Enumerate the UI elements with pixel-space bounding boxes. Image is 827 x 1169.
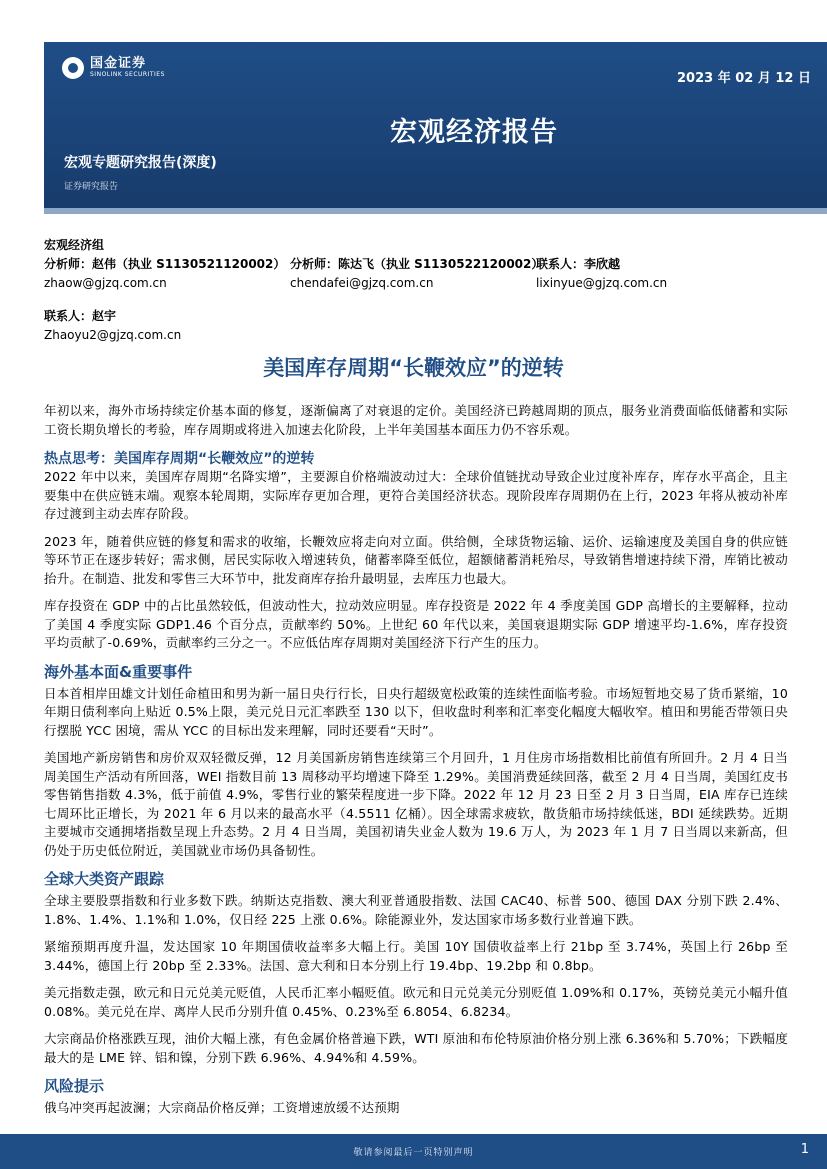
logo-name-cn: 国金证券 xyxy=(90,56,147,71)
analyst-2-email[interactable]: chendafei@gjzq.com.cn xyxy=(290,276,434,290)
hot-paragraph-3: 库存投资在 GDP 中的占比虽然较低，但波动性大，拉动效应明显。库存投资是 2022 年 4 季度美国 GDP 高增长的主要解释，拉动了美国 4 季度实际 GDP1.46 个百分点，贡献率约 50%。上世纪 60 年代以来，美国衰退期实际 GDP 增速平均-1.6%，库存投资平均贡献了-0.69%，贡献率约三分之一。不应低估库存周期对美国经济下行产生的压力。 xyxy=(44,598,788,650)
analyst-group: 宏观经济组 xyxy=(44,238,105,252)
hot-paragraph-1: 2022 年中以来，美国库存周期“名降实增”，主要源自价格端波动过大：全球价值链扰动导致企业过度补库存，库存水平高企，且主要集中在供应链末端。观察本轮周期，实际库存更加合理，更符合美国经济状态。现阶段库存周期仍在上行，2023 年将从被动补库存过渡到主动去库存阶段。 xyxy=(44,469,788,521)
overseas-paragraph-1: 日本首相岸田雄文计划任命植田和男为新一届日央行行长，日央行超级宽松政策的连续性面临考验。市场短暂地交易了货币紧缩，10 年期日债利率向上贴近 0.5%上限，美元兑日元汇率跌至 130 以下，但收盘时利率和汇率变化幅度大幅收窄。植田和男能否带领日央行摆脱 YCC 困境，需从 YCC 的目标出发来理解，同时还要看“天时”。 xyxy=(44,685,788,738)
page-number: 1 xyxy=(800,1142,809,1157)
analyst-2-name: 分析师：陈达飞（执业 S1130522120002） xyxy=(290,257,544,271)
section-heading-overseas: 海外基本面&重要事件 xyxy=(44,662,193,681)
section-heading-assets: 全球大类资产跟踪 xyxy=(44,870,165,888)
section-heading-hot: 热点思考：美国库存周期“长鞭效应”的逆转 xyxy=(44,451,315,467)
header-divider xyxy=(44,208,827,214)
contact-1-name: 联系人：李欣越 xyxy=(536,257,621,271)
report-header-banner xyxy=(44,42,827,208)
report-date: 2023 年 02 月 12 日 xyxy=(677,71,811,86)
contact-1-email[interactable]: lixinyue@gjzq.com.cn xyxy=(536,276,668,290)
intro-paragraph: 年初以来，海外市场持续定价基本面的修复，逐渐偏离了对衰退的定价。美国经济已跨越周期的顶点，服务业消费面临低储蓄和实际工资长期负增长的考验，库存周期或将进入加速去化阶段，上半年美国基本面压力仍不容乐观。 xyxy=(44,403,788,437)
article-title: 美国库存周期“长鞭效应”的逆转 xyxy=(263,356,564,380)
company-logo xyxy=(62,56,165,79)
report-type-title: 宏观经济报告 xyxy=(390,117,558,148)
contact-2-name: 联系人：赵宇 xyxy=(44,309,117,323)
contact-2-email[interactable]: Zhaoyu2@gjzq.com.cn xyxy=(44,328,182,342)
assets-paragraph-2: 紧缩预期再度升温，发达国家 10 年期国债收益率多大幅上行。美国 10Y 国债收益率上行 21bp 至 3.74%，英国上行 26bp 至 3.44%，德国上行 20bp 至 2.33%。法国、意大利和日本分别上行 19.4bp、19.2bp 和 0.8bp。 xyxy=(44,939,788,973)
risk-paragraph: 俄乌冲突再起波澜；大宗商品价格反弹；工资增速放缓不达预期 xyxy=(44,1100,400,1115)
overseas-paragraph-2: 美国地产新房销售和房价双双轻微反弹，12 月美国新房销售连续第三个月回升，1 月住房市场指数相比前值有所回升。2 月 4 日当周美国生产活动有所回落，WEI 指数目前 13 周移动平均增速下降至 1.29%。美国消费延续回落，截至 2 月 4 日当周，美国红皮书零售销售指数 4.3%，低于前值 4.9%，零售行业的繁荣程度进一步下降。2022 年 12 月 23 日至 2 月 3 日当周，EIA 库存已连续七周环比正增长，为 2021 年 6 月以来的最高水平（4.5511 亿桶）。因全球需求疲软，散货船市场持续低迷，BDI 延续跌势。近期主要城市交通拥堵指数呈现上升态势。2 月 4 日当周，美国初请失业金人数为 19.6 万人，为 2023 年 1 月 7 日当周以来新高，但仍处于历史低位附近，美国就业市场仍具备韧性。 xyxy=(44,750,788,858)
hot-paragraph-2: 2023 年，随着供应链的修复和需求的收缩，长鞭效应将走向对立面。供给侧，全球货物运输、运价、运输速度及美国自身的供应链等环节正在逐步转好；需求侧，居民实际收入增速转负，储蓄率降至低位，超额储蓄消耗殆尽，导致销售增速持续下滑，库销比被动抬升。在制造、批发和零售三大环节中，批发商库存抬升最明显，去库压力也最大。 xyxy=(44,533,788,586)
page-footer xyxy=(0,1134,827,1169)
section-heading-risk: 风险提示 xyxy=(44,1077,105,1095)
report-subtitle: 宏观专题研究报告(深度) xyxy=(64,155,217,171)
assets-paragraph-1: 全球主要股票指数和行业多数下跌。纳斯达克指数、澳大利亚普通股指数、法国 CAC40、标普 500、德国 DAX 分别下跌 2.4%、1.8%、1.4%、1.1%和 1.0%，仅日经 225 上涨 0.6%。除能源业外，发达国家市场多数行业普遍下跌。 xyxy=(44,893,788,927)
assets-paragraph-4: 大宗商品价格涨跌互现，油价大幅上涨，有色金属价格普遍下跌，WTI 原油和布伦特原油价格分别上涨 6.36%和 5.70%；下跌幅度最大的是 LME 锌、铝和镍，分别下跌 6.96%、4.94%和 4.59%。 xyxy=(44,1031,788,1065)
logo-icon xyxy=(62,57,84,79)
assets-paragraph-3: 美元指数走强，欧元和日元兑美元贬值，人民币汇率小幅贬值。欧元和日元兑美元分别贬值 1.09%和 0.17%，英镑兑美元小幅升值 0.08%。美元兑在岸、离岸人民币分别升值 0.45%、0.23%至 6.8054、6.8234。 xyxy=(44,985,788,1019)
analyst-info xyxy=(44,236,784,345)
footer-disclaimer: 敬请参阅最后一页特别声明 xyxy=(353,1148,474,1158)
analyst-1-email[interactable]: zhaow@gjzq.com.cn xyxy=(44,276,167,290)
logo-name-en: SINOLINK SECURITIES xyxy=(90,71,165,78)
report-category: 证券研究报告 xyxy=(64,182,119,192)
report-body xyxy=(44,402,788,1127)
analyst-1-name: 分析师：赵伟（执业 S1130521120002） xyxy=(44,257,286,271)
